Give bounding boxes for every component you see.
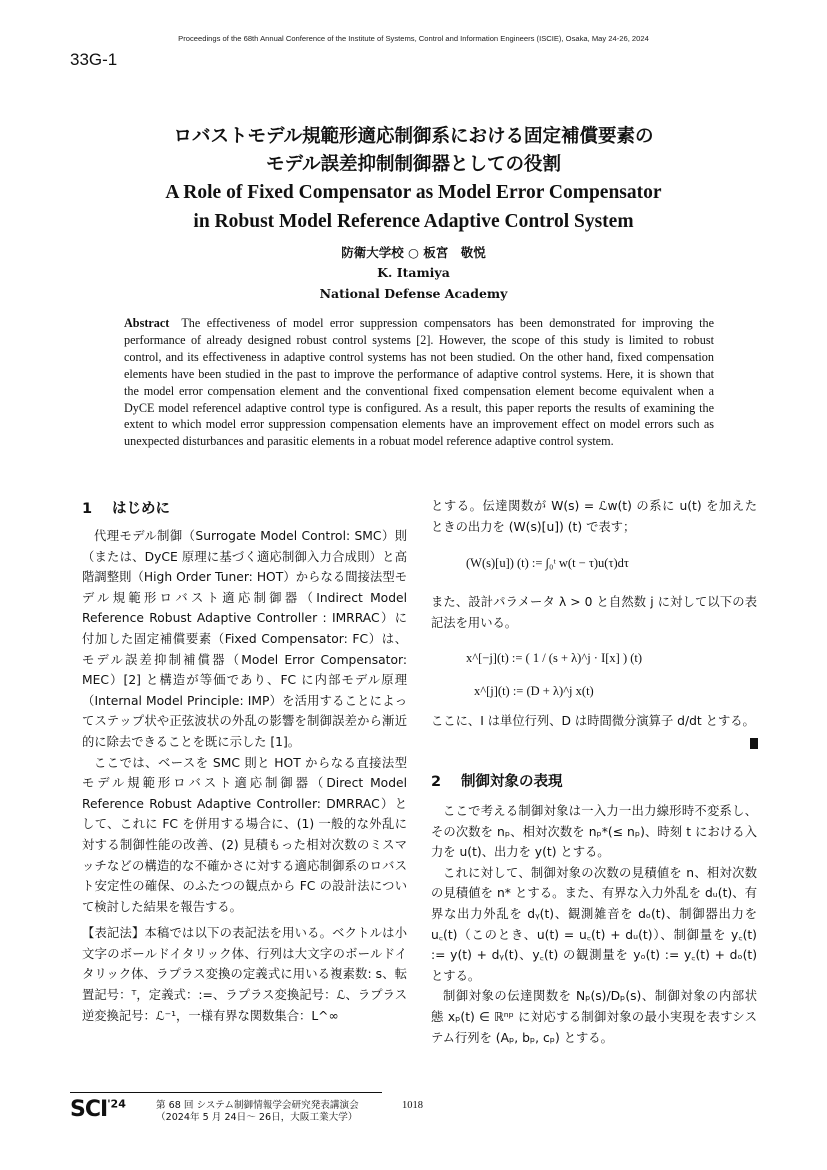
title-jp-line1: ロバストモデル規範形適応制御系における固定補償要素の [173, 126, 654, 147]
right-column-mid [431, 592, 757, 633]
title-en-line1: A Role of Fixed Compensator as Model Error Compensator [165, 182, 662, 203]
title-jp-line2: モデル誤差抑制制御器としての役割 [265, 154, 562, 175]
end-of-proof-mark [750, 738, 758, 749]
sci-logo-text: SCI [70, 1097, 108, 1122]
right-paragraph2: また、設計パラメータ λ > 0 と自然数 j に対して以下の表記法を用いる。 [431, 595, 757, 630]
section2-number: 2 [431, 774, 442, 790]
section2-paragraph2: これに対して、制御対象の次数の見積値を n、相対次数の見積値を n* とする。また、有界な入力外乱を dᵤ(t)、有界な出力外乱を dᵧ(t)、観測雑音を dₒ(t)、制御器出力を u꜀(t)（このとき、u(t) = u꜀(t) + dᵤ(t)）、制御量を y꜀(t) := y(t) + dᵧ(t)、y꜀(t) の観測量を yₒ(t) := y꜀(t) + dₒ(t) とする。 [431, 865, 757, 983]
section2-title: 制御対象の表現 [461, 774, 563, 790]
right-column-section2 [431, 801, 757, 1048]
section2-heading [431, 770, 563, 791]
section2-paragraph1: ここで考える制御対象は一入力一出力線形時不変系し、その次数を nₚ、相対次数を nₚ*(≤ nₚ)、時刻 t における入力を u(t)、出力を y(t) とする。 [431, 804, 757, 860]
equation-derivative: x^[j](t) := (D + λ)^j x(t) [474, 684, 594, 698]
section1-notation: 【表記法】本稿では以下の表記法を用いる。ベクトルは小文字のボールドイタリック体、行列は大文字のボールドイタリック体、ラプラス変換の定義式に用いる複素数: s、転置記号：ᵀ，定義式：:=、ラプラス変換記号：ℒ、ラプラス逆変換記号：ℒ⁻¹，一様有界な関数集合：L^∞ [82, 926, 407, 1023]
author-jp: 防衛大学校 ○ 板宮 敬悦 [341, 245, 486, 260]
section1-paragraph1: 代理モデル制御（Surrogate Model Control: SMC）則（または、DyCE 原理に基づく適応制御入力合成則）と高階調整則（High Order Tuner: HOT）からなる間接法型モデル規範形ロバスト適応制御器（Indirect Model Reference Robust Adaptive Controller : IMRRAC）に付加した固定補償要素（Fixed Compensator: FC）は、モデル誤差抑制補償器（Model Error Compensator: MEC）[2] と構造が等価であり、FC に内部モデル原理（Internal Model Principle: IMP）を活用することによってステップ状や正弦波状の外乱の影響を制御誤差から漸近的に除去できることを既に示した [1]。 [82, 529, 407, 749]
conference-line1: 第 68 回 システム制御情報学会研究発表講演会 [156, 1100, 359, 1111]
section2-paragraph3: 制御対象の伝達関数を Nₚ(s)/Dₚ(s)、制御対象の内部状態 xₚ(t) ∈ ℝⁿᵖ に対応する制御対象の最小実現を表すシステム行列を (Aₚ, bₚ, cₚ) とする。 [431, 989, 757, 1045]
footer-divider [70, 1092, 382, 1093]
left-column [82, 526, 407, 1026]
section1-paragraph2: ここでは、ベースを SMC 則と HOT からなる直接法型モデル規範形ロバスト適応制御器（Direct Model Reference Robust Adaptive Controller: DMRRAC）として、これに FC を併用する場合に、(1) 一般的な外乱に対する制御性能の改善、(2) 見積もった相対次数のミスマッチなどの構造的な不確かさに対する適応制御系のロバスト安定性の確保、のふたつの観点から FC の設計法について検討した結果を報告する。 [82, 755, 407, 914]
section1-title: はじめに [112, 501, 170, 517]
sci-logo-year: '24 [107, 1097, 126, 1111]
section1-number: 1 [82, 501, 93, 517]
equation-filter: x^[−j](t) := ( 1 / (s + λ)^j · I[x] ) (t) [466, 651, 643, 665]
proceedings-header: Proceedings of the 68th Annual Conference of the Institute of Systems, Control and Information Engineers (ISCIE), Osaka, May 24-26, 2024 [178, 34, 649, 43]
sci-logo [70, 1097, 126, 1122]
abstract [124, 315, 714, 450]
conference-info [156, 1100, 359, 1124]
page-number: 1018 [402, 1100, 423, 1111]
paper-code: 33G-1 [70, 50, 118, 69]
author-en: K. Itamiya [377, 265, 450, 280]
right-column-note [431, 711, 757, 732]
section1-heading [82, 497, 170, 518]
right-paragraph3: ここに、I は単位行列、D は時間微分演算子 d/dt とする。 [431, 714, 755, 728]
abstract-label: Abstract [124, 316, 170, 330]
right-column-top [431, 496, 757, 537]
right-paragraph1: とする。伝達関数が W(s) = ℒw(t) の系に u(t) を加えたときの出力を (W(s)[u]) (t) で表す； [431, 499, 757, 534]
affiliation: National Defense Academy [319, 286, 508, 301]
conference-line2: （2024年 5 月 24日〜 26日，大阪工業大学） [156, 1112, 358, 1123]
equation-convolution: (W(s)[u]) (t) := ∫₀ᵗ w(t − τ)u(τ)dτ [466, 556, 629, 570]
title-en-line2: in Robust Model Reference Adaptive Control System [193, 211, 634, 232]
abstract-text: The effectiveness of model error suppression compensators has been demonstrated for improving the performance of already designed robust control systems [2]. However, the scope of this study is limited to robust control, and its effectiveness in adaptive control systems has not been studied. On the other hand, fixed compensation elements have been studied in the past to improve the performance of adaptive control systems. Here, it is shown that the model error compensation element and the conventional fixed compensation element become equivalent when a DyCE model referencel adaptive control type is configured. As a result, this paper reports the results of examining the extent to which model error suppression compensation elements have an improvement effect on model errors such as unexpected disturbances and parasitic elements in a robuat model reference adaptive control system. [124, 316, 714, 449]
